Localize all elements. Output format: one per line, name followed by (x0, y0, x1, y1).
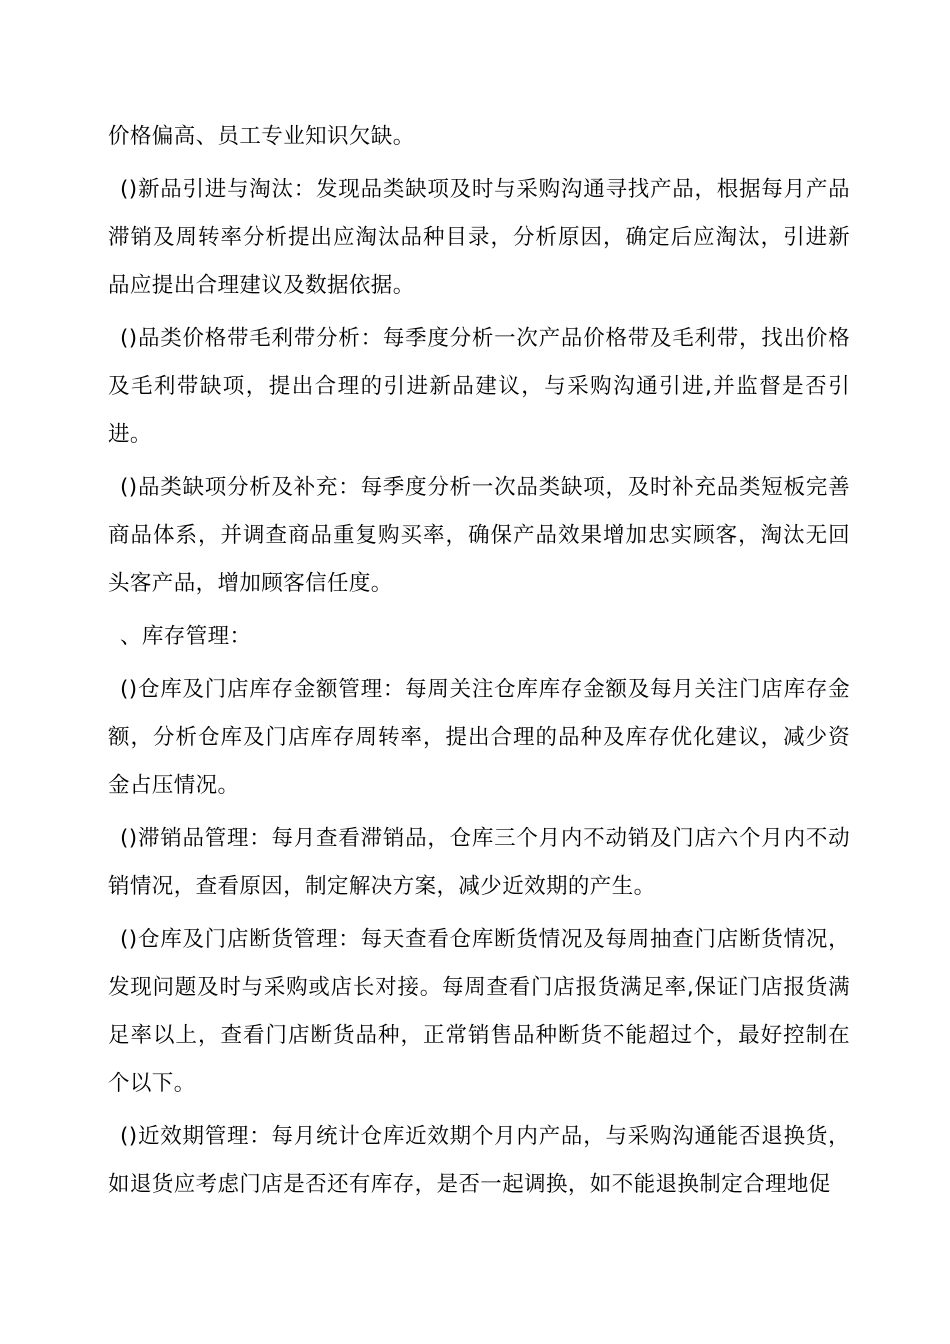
paragraph-inventory-amount-management: ()仓库及门店库存金额管理：每周关注仓库库存金额及每月关注门店库存金额，分析仓库及门店库存周转率，提出合理的品种及库存优化建议，减少资金占压情况。 (108, 677, 850, 798)
paragraph-near-expiry-management: ()近效期管理：每月统计仓库近效期个月内产品，与采购沟通能否退换货，如退货应考虑门店是否还有库存，是否一起调换，如不能退换制定合理地促 (108, 1124, 850, 1197)
section-heading-inventory-management: 、库存管理： (120, 624, 252, 649)
paragraph-stockout-management: ()仓库及门店断货管理：每天查看仓库断货情况及每周抽查门店断货情况，发现问题及时与采购或店长对接。每周查看门店报货满足率,保证门店报货满足率以上，查看门店断货品种，正常销售品种断货不能超过个，最好控制在个以下。 (108, 927, 850, 1096)
paragraph-price-margin-analysis: ()品类价格带毛利带分析：每季度分析一次产品价格带及毛利带，找出价格及毛利带缺项，提出合理的引进新品建议，与采购沟通引进,并监督是否引进。 (108, 326, 850, 447)
paragraph-new-product-introduction: ()新品引进与淘汰：发现品类缺项及时与采购沟通寻找产品，根据每月产品滞销及周转率分析提出应淘汰品种目录，分析原因，确定后应淘汰，引进新品应提出合理建议及数据依据。 (108, 177, 850, 298)
document-body (108, 113, 850, 1214)
paragraph-continuation: 价格偏高、员工专业知识欠缺。 (108, 124, 415, 149)
paragraph-category-gap-analysis: ()品类缺项分析及补充：每季度分析一次品类缺项，及时补充品类短板完善商品体系，并调查商品重复购买率，确保产品效果增加忠实顾客，淘汰无回头客产品，增加顾客信任度。 (108, 475, 850, 596)
paragraph-slow-moving-goods: ()滞销品管理：每月查看滞销品，仓库三个月内不动销及门店六个月内不动销情况，查看原因，制定解决方案，减少近效期的产生。 (108, 826, 850, 899)
